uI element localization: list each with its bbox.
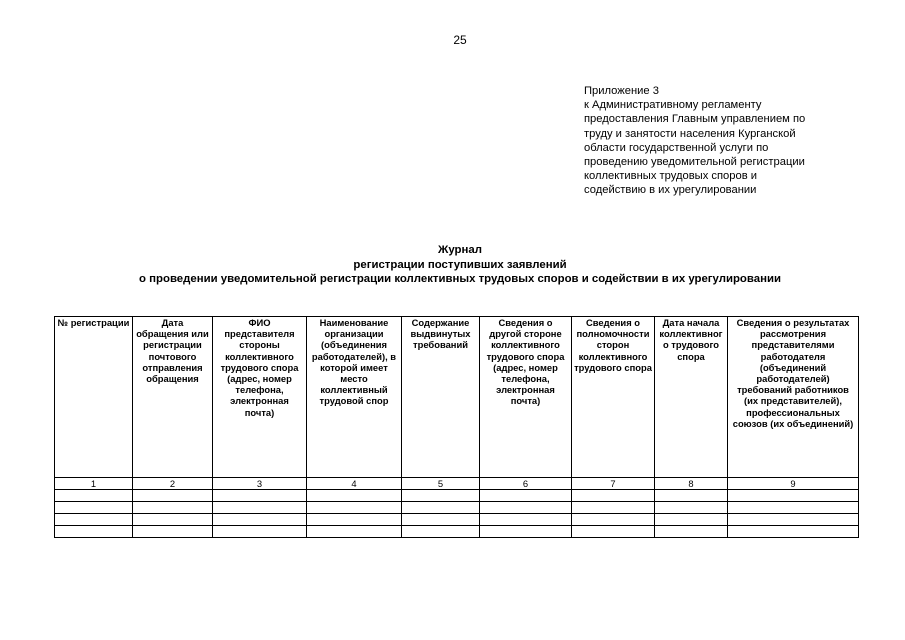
table-cell: [55, 490, 133, 502]
table-cell: [55, 502, 133, 514]
registration-journal-table: [54, 316, 859, 538]
column-number: 8: [655, 478, 728, 490]
table-row: [55, 490, 859, 502]
table-cell: [728, 502, 859, 514]
table-cell: [213, 502, 307, 514]
table-cell: [133, 502, 213, 514]
journal-title-line: регистрации поступивших заявлений: [353, 258, 567, 271]
table-cell: [728, 526, 859, 538]
table-cell: [307, 526, 402, 538]
table-cell: [133, 514, 213, 526]
table-cell: [655, 526, 728, 538]
table-cell: [480, 514, 572, 526]
table-cell: [402, 502, 480, 514]
journal-title: [0, 243, 905, 287]
column-number: 9: [728, 478, 859, 490]
table-row: [55, 502, 859, 514]
column-header: Наименование организации (объединения работодателей), в которой имеет место коллективный трудовой спор: [307, 317, 402, 478]
table-cell: [55, 526, 133, 538]
table-cell: [402, 490, 480, 502]
column-number: 4: [307, 478, 402, 490]
table-cell: [572, 490, 655, 502]
journal-title-line: Журнал: [438, 244, 482, 256]
column-header: Дата обращения или регистрации почтового отправления обращения: [133, 317, 213, 478]
column-number: 7: [572, 478, 655, 490]
column-header: Сведения о результатах рассмотрения представителями работодателя (объединений работодателей) требований работников (их представителей), профессиональных союзов (их объединений): [728, 317, 859, 478]
table-cell: [213, 490, 307, 502]
appendix-block: [584, 84, 884, 198]
appendix-line: к Административному регламенту: [584, 99, 762, 112]
column-number: 1: [55, 478, 133, 490]
table-cell: [655, 490, 728, 502]
table-cell: [402, 526, 480, 538]
appendix-line: содействию в их урегулировании: [584, 184, 757, 197]
table-cell: [307, 502, 402, 514]
page-number: 25: [453, 33, 467, 47]
table-cell: [728, 514, 859, 526]
table-cell: [572, 526, 655, 538]
appendix-line: труду и занятости населения Курганской: [584, 127, 796, 140]
table-cell: [572, 502, 655, 514]
table-cell: [133, 490, 213, 502]
table-cell: [133, 526, 213, 538]
table-cell: [402, 514, 480, 526]
table-cell: [655, 514, 728, 526]
appendix-line: области государственной услуги по: [584, 141, 769, 154]
column-number: 6: [480, 478, 572, 490]
table-cell: [213, 526, 307, 538]
table-cell: [655, 502, 728, 514]
appendix-line: проведению уведомительной регистрации: [584, 156, 805, 169]
column-header: Содержание выдвинутых требований: [402, 317, 480, 478]
table-cell: [572, 514, 655, 526]
column-number-row: [55, 478, 859, 490]
column-header: Дата начала коллективного трудового спора: [655, 317, 728, 478]
table-cell: [213, 514, 307, 526]
column-header: ФИО представителя стороны коллективного трудового спора (адрес, номер телефона, электронная почта): [213, 317, 307, 478]
table-cell: [307, 490, 402, 502]
table-cell: [480, 526, 572, 538]
appendix-line: коллективных трудовых споров и: [584, 170, 758, 183]
table-row: [55, 526, 859, 538]
column-number: 5: [402, 478, 480, 490]
column-header: Сведения о полномочности сторон коллективного трудового спора: [572, 317, 655, 478]
table-cell: [480, 490, 572, 502]
column-header: Сведения о другой стороне коллективного трудового спора (адрес, номер телефона, электронная почта): [480, 317, 572, 478]
table-cell: [728, 490, 859, 502]
column-header: № регистрации: [55, 317, 133, 478]
appendix-line: предоставления Главным управлением по: [584, 113, 806, 126]
column-number: 3: [213, 478, 307, 490]
table-row: [55, 514, 859, 526]
table-cell: [55, 514, 133, 526]
appendix-line: Приложение 3: [584, 85, 659, 97]
table-header-row: [55, 317, 859, 478]
column-number: 2: [133, 478, 213, 490]
table-cell: [307, 514, 402, 526]
table-cell: [480, 502, 572, 514]
journal-title-line: о проведении уведомительной регистрации коллективных трудовых споров и содействии в их урегулировании: [139, 273, 781, 286]
